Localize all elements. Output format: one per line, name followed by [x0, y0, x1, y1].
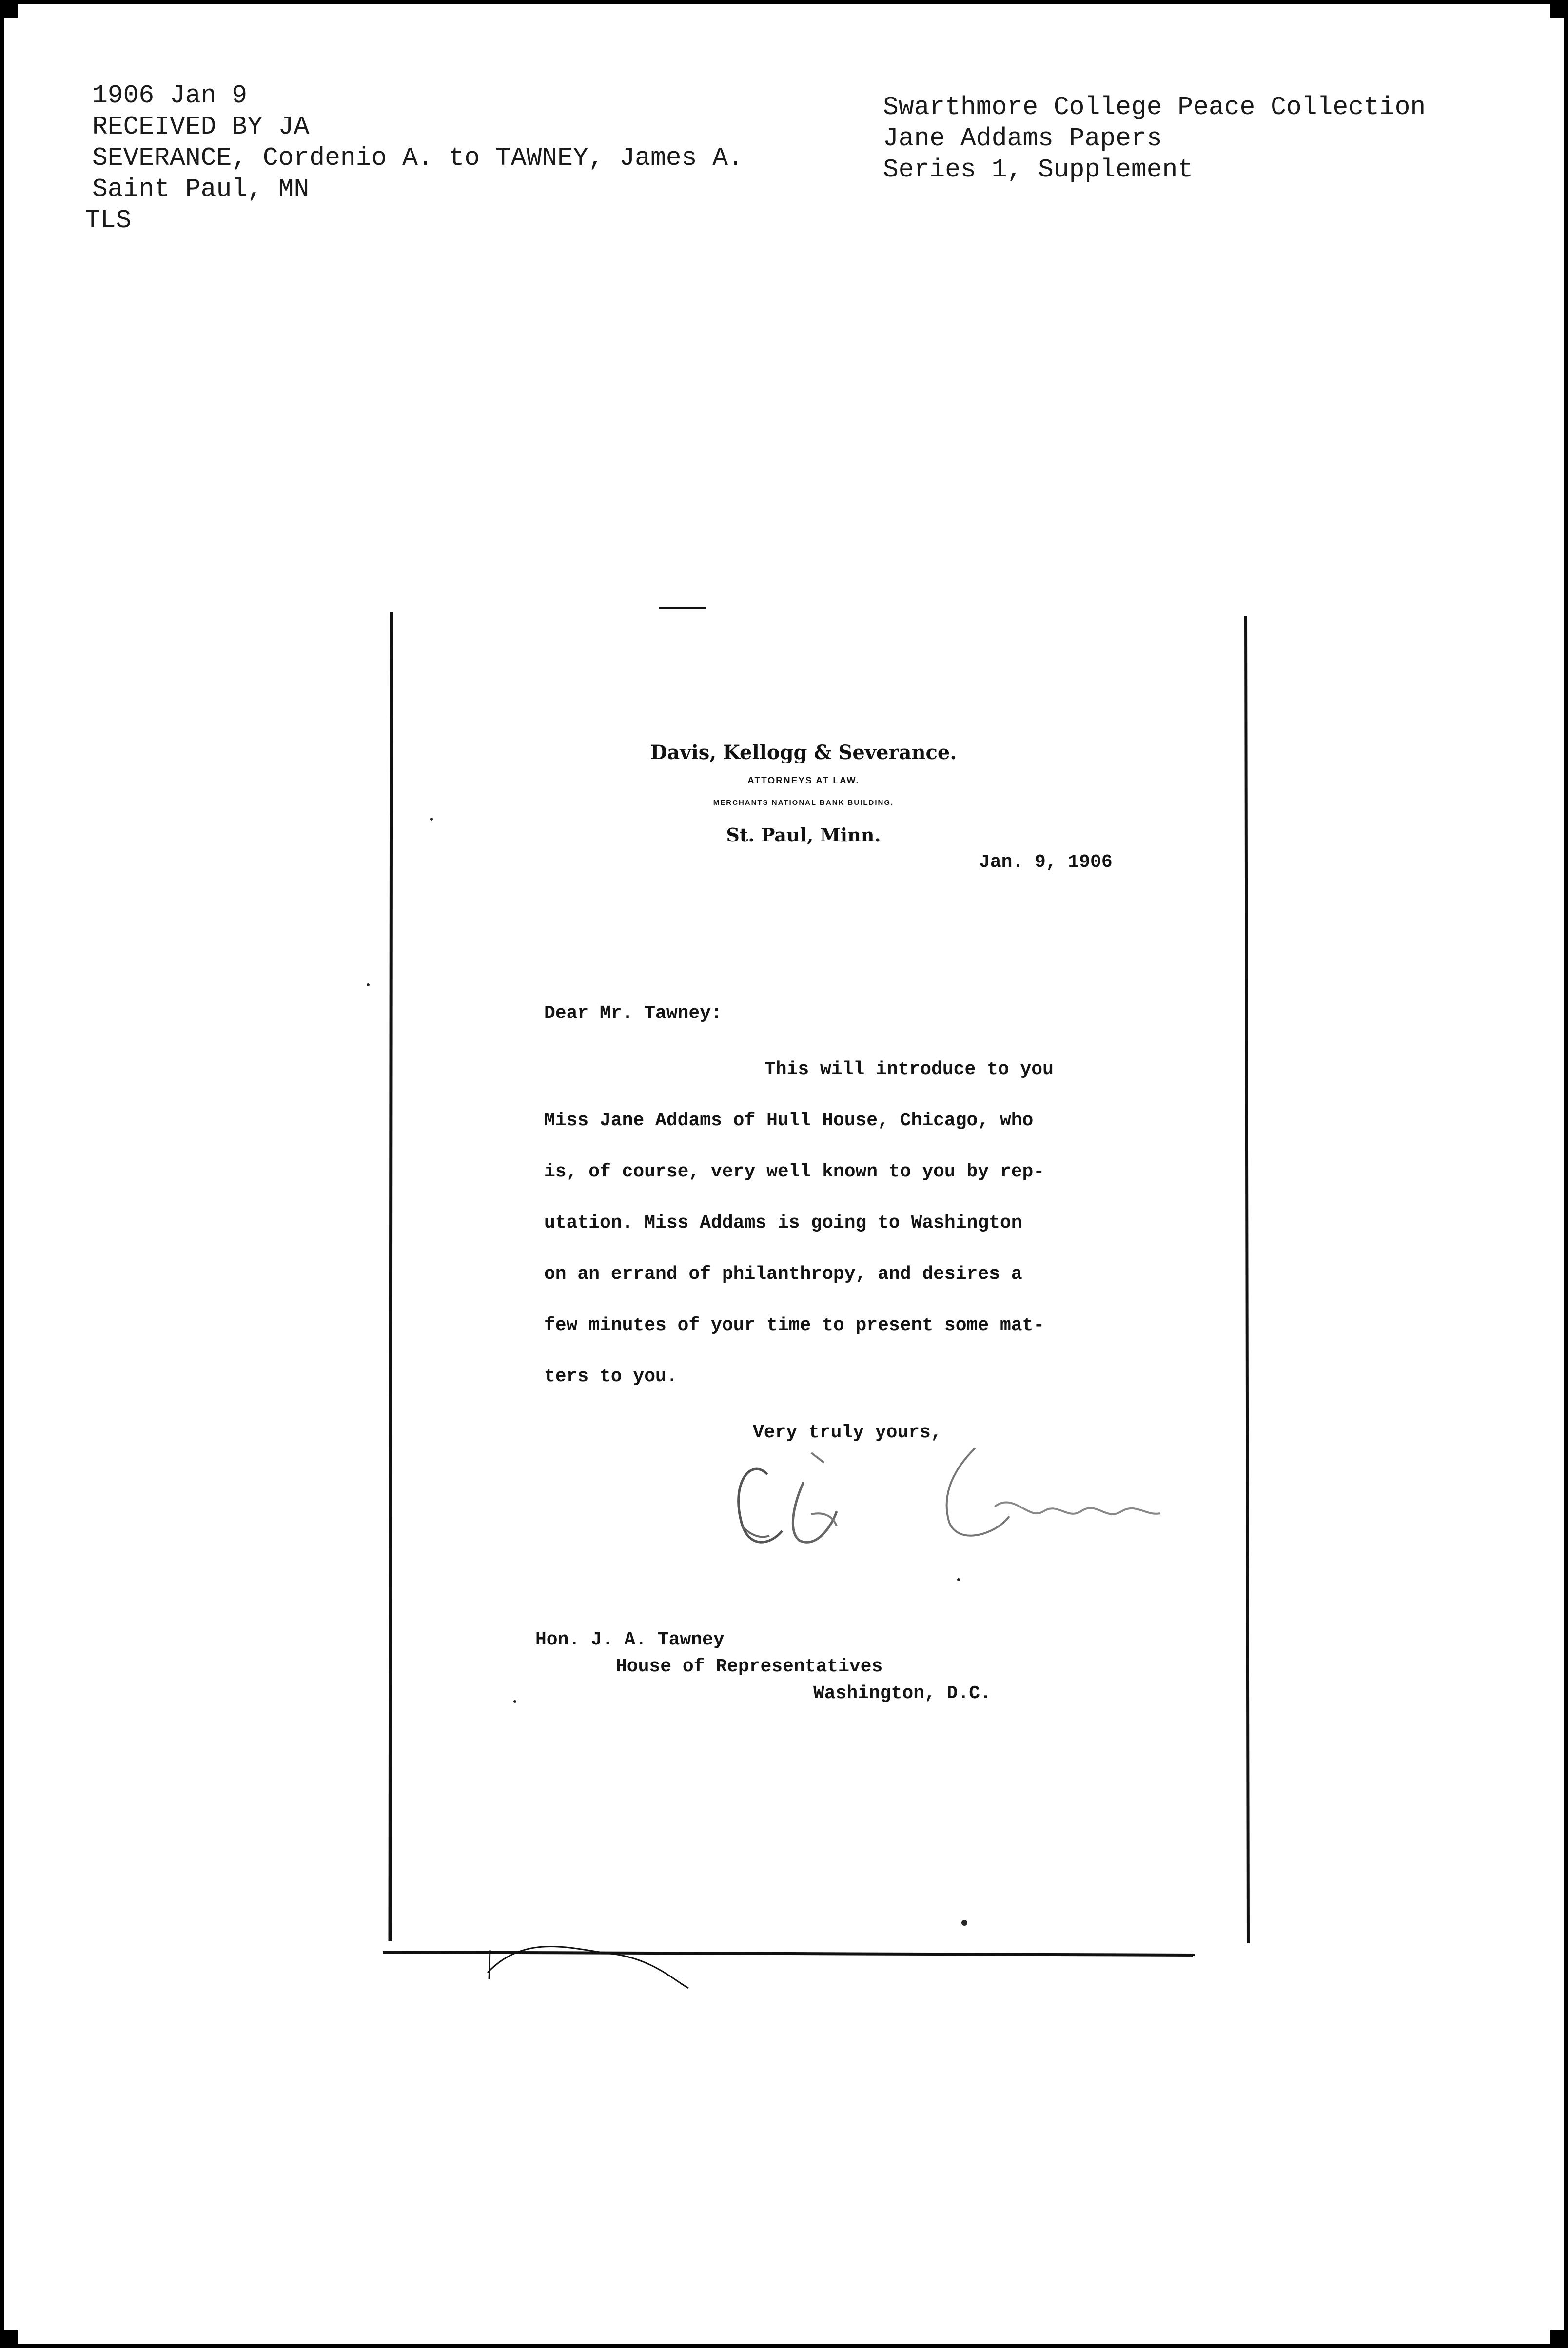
letter-body-line: few minutes of your time to present some mat-	[544, 1315, 1045, 1336]
addressee-name: Hon. J. A. Tawney	[535, 1629, 725, 1650]
letterhead-city: St. Paul, Minn.	[726, 824, 881, 846]
catalog-date: 1906 Jan 9	[92, 81, 248, 110]
letterhead-firm: Davis, Kellogg & Severance.	[650, 741, 957, 764]
addressee-city: Washington, D.C.	[813, 1683, 991, 1704]
letter-body-line: ters to you.	[544, 1366, 678, 1387]
catalog-doc-type: TLS	[85, 206, 132, 235]
catalog-place: Saint Paul, MN	[92, 175, 310, 204]
catalog-received: RECEIVED BY JA	[92, 112, 310, 141]
letter-body-line: on an errand of philanthropy, and desires a	[544, 1264, 1022, 1285]
letterhead-attorneys: ATTORNEYS AT LAW.	[747, 776, 860, 786]
letter-date: Jan. 9, 1906	[979, 852, 1113, 873]
letter-salutation: Dear Mr. Tawney:	[544, 1003, 722, 1024]
addressee-house: House of Representatives	[616, 1656, 883, 1677]
collection-series: Series 1, Supplement	[883, 155, 1194, 184]
document-page	[4, 4, 1564, 2344]
letter-body-line: Miss Jane Addams of Hull House, Chicago, who	[544, 1110, 1034, 1131]
catalog-correspondents: SEVERANCE, Cordenio A. to TAWNEY, James A.	[92, 143, 744, 173]
collection-name: Swarthmore College Peace Collection	[883, 93, 1426, 122]
letterhead-building: MERCHANTS NATIONAL BANK BUILDING.	[713, 799, 894, 807]
letter-body-line: is, of course, very well known to you by rep-	[544, 1161, 1045, 1182]
letter-body-line: utation. Miss Addams is going to Washington	[544, 1213, 1022, 1233]
letter-body-line: This will introduce to you	[764, 1059, 1054, 1080]
letter-closing: Very truly yours,	[753, 1422, 942, 1443]
collection-papers: Jane Addams Papers	[883, 124, 1162, 153]
